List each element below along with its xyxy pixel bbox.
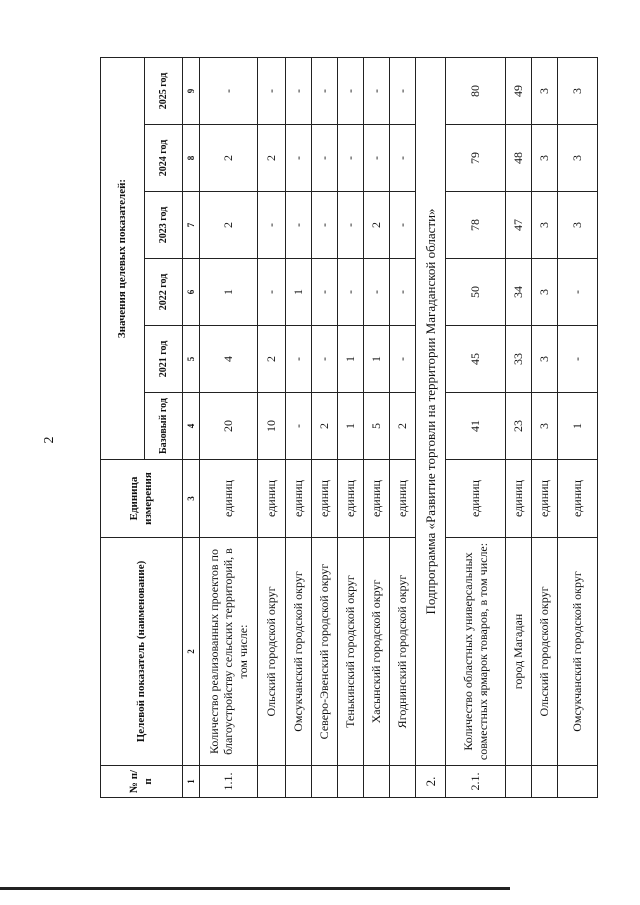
row-indicator-name: Ольский городской округ xyxy=(258,538,286,766)
index-row xyxy=(183,58,200,798)
row-indicator-name: Омсукчанский городской округ xyxy=(558,538,598,766)
header-year: 2021 год xyxy=(145,326,183,393)
row-num xyxy=(558,766,598,798)
row-num: 1.1. xyxy=(200,766,258,798)
value-cell: - xyxy=(286,393,312,460)
value-cell: 1 xyxy=(338,326,364,393)
section-2-1-rows xyxy=(446,58,598,798)
value-cell: - xyxy=(312,259,338,326)
table-row xyxy=(390,58,416,798)
header-num: № п/п xyxy=(101,766,183,798)
value-cell: - xyxy=(558,259,598,326)
value-cell: 2 xyxy=(312,393,338,460)
header-year: 2022 год xyxy=(145,259,183,326)
value-cell: 2 xyxy=(258,125,286,192)
row-unit: единиц xyxy=(258,460,286,538)
row-num: 2.1. xyxy=(446,766,506,798)
value-cell: 3 xyxy=(532,125,558,192)
value-cell: 1 xyxy=(338,393,364,460)
row-indicator-name: Хасынский городской округ xyxy=(364,538,390,766)
value-cell: 48 xyxy=(506,125,532,192)
header-year: 2023 год xyxy=(145,192,183,259)
value-cell: 5 xyxy=(364,393,390,460)
value-cell: - xyxy=(286,326,312,393)
value-cell: 3 xyxy=(558,58,598,125)
row-num xyxy=(390,766,416,798)
value-cell: - xyxy=(338,192,364,259)
table-row xyxy=(364,58,390,798)
table-row xyxy=(506,58,532,798)
value-cell: 2 xyxy=(200,192,258,259)
index-cell: 3 xyxy=(183,460,200,538)
table-row xyxy=(258,58,286,798)
value-cell: - xyxy=(258,192,286,259)
value-cell: - xyxy=(338,58,364,125)
value-cell: - xyxy=(390,125,416,192)
header-unit: Единица измерения xyxy=(101,460,183,538)
value-cell: - xyxy=(286,192,312,259)
value-cell: 41 xyxy=(446,393,506,460)
table-row xyxy=(200,58,258,798)
index-cell: 5 xyxy=(183,326,200,393)
value-cell: 33 xyxy=(506,326,532,393)
index-cell: 8 xyxy=(183,125,200,192)
row-indicator-name: Омсукчанский городской округ xyxy=(286,538,312,766)
value-cell: 1 xyxy=(558,393,598,460)
header-indicator: Целевой показатель (наименование) xyxy=(101,538,183,766)
value-cell: 3 xyxy=(532,326,558,393)
page-number: 2 xyxy=(42,436,57,444)
header-year: 2024 год xyxy=(145,125,183,192)
value-cell: 10 xyxy=(258,393,286,460)
value-cell: 50 xyxy=(446,259,506,326)
header-year: 2025 год xyxy=(145,58,183,125)
value-cell: - xyxy=(390,259,416,326)
value-cell: 3 xyxy=(532,58,558,125)
value-cell: 49 xyxy=(506,58,532,125)
index-cell: 4 xyxy=(183,393,200,460)
value-cell: 3 xyxy=(532,192,558,259)
value-cell: 20 xyxy=(200,393,258,460)
index-cell: 2 xyxy=(183,538,200,766)
value-cell: 34 xyxy=(506,259,532,326)
section-title: Подпрограмма «Развитие торговли на территории Магаданской области» xyxy=(416,58,446,766)
row-indicator-name: Количество реализованных проектов по благоустройству сельских территорий, в том числе: xyxy=(200,538,258,766)
row-num xyxy=(258,766,286,798)
row-indicator-name: Ольский городской округ xyxy=(532,538,558,766)
value-cell: 1 xyxy=(286,259,312,326)
header-row-1 xyxy=(101,58,145,798)
value-cell: - xyxy=(390,326,416,393)
value-cell: 1 xyxy=(364,326,390,393)
value-cell: - xyxy=(286,58,312,125)
row-unit: единиц xyxy=(200,460,258,538)
row-unit: единиц xyxy=(446,460,506,538)
value-cell: 80 xyxy=(446,58,506,125)
row-unit: единиц xyxy=(532,460,558,538)
value-cell: 23 xyxy=(506,393,532,460)
value-cell: - xyxy=(312,125,338,192)
row-unit: единиц xyxy=(506,460,532,538)
row-unit: единиц xyxy=(558,460,598,538)
table-row xyxy=(338,58,364,798)
row-indicator-name: Северо-Эвенский городской округ xyxy=(312,538,338,766)
row-indicator-name: Ягоднинский городской округ xyxy=(390,538,416,766)
rotated-table-wrapper xyxy=(100,58,585,798)
indicators-table xyxy=(100,57,598,798)
row-num xyxy=(312,766,338,798)
value-cell: 4 xyxy=(200,326,258,393)
section-row xyxy=(416,58,446,798)
value-cell: - xyxy=(364,259,390,326)
value-cell: 1 xyxy=(200,259,258,326)
value-cell: 78 xyxy=(446,192,506,259)
value-cell: 45 xyxy=(446,326,506,393)
value-cell: - xyxy=(364,58,390,125)
table-row xyxy=(312,58,338,798)
index-cell: 9 xyxy=(183,58,200,125)
value-cell: 2 xyxy=(390,393,416,460)
row-unit: единиц xyxy=(312,460,338,538)
value-cell: - xyxy=(200,58,258,125)
footer-rule xyxy=(0,887,510,890)
value-cell: - xyxy=(558,326,598,393)
value-cell: 47 xyxy=(506,192,532,259)
table-row xyxy=(532,58,558,798)
value-cell: - xyxy=(312,326,338,393)
value-cell: - xyxy=(338,259,364,326)
section-num: 2. xyxy=(416,766,446,798)
value-cell: - xyxy=(338,125,364,192)
row-unit: единиц xyxy=(364,460,390,538)
row-num xyxy=(364,766,390,798)
value-cell: - xyxy=(390,58,416,125)
row-unit: единиц xyxy=(390,460,416,538)
row-indicator-name: город Магадан xyxy=(506,538,532,766)
row-indicator-name: Тенькинский городской округ xyxy=(338,538,364,766)
row-unit: единиц xyxy=(338,460,364,538)
value-cell: 3 xyxy=(532,259,558,326)
row-num xyxy=(338,766,364,798)
table-row xyxy=(286,58,312,798)
section-1-1-rows xyxy=(200,58,416,798)
value-cell: 2 xyxy=(258,326,286,393)
table-row xyxy=(446,58,506,798)
value-cell: 2 xyxy=(200,125,258,192)
row-num xyxy=(532,766,558,798)
index-cell: 7 xyxy=(183,192,200,259)
value-cell: - xyxy=(364,125,390,192)
header-values-group: Значения целевых показателей: xyxy=(101,58,145,460)
value-cell: - xyxy=(390,192,416,259)
index-cell: 1 xyxy=(183,766,200,798)
row-num xyxy=(506,766,532,798)
index-cell: 6 xyxy=(183,259,200,326)
table-row xyxy=(558,58,598,798)
value-cell: - xyxy=(258,259,286,326)
value-cell: 3 xyxy=(532,393,558,460)
value-cell: 3 xyxy=(558,192,598,259)
value-cell: 79 xyxy=(446,125,506,192)
value-cell: 3 xyxy=(558,125,598,192)
value-cell: - xyxy=(312,192,338,259)
value-cell: - xyxy=(286,125,312,192)
value-cell: - xyxy=(312,58,338,125)
row-indicator-name: Количество областных универсальных совместных ярмарок товаров, в том числе: xyxy=(446,538,506,766)
row-unit: единиц xyxy=(286,460,312,538)
value-cell: 2 xyxy=(364,192,390,259)
value-cell: - xyxy=(258,58,286,125)
row-num xyxy=(286,766,312,798)
header-year: Базовый год xyxy=(145,393,183,460)
